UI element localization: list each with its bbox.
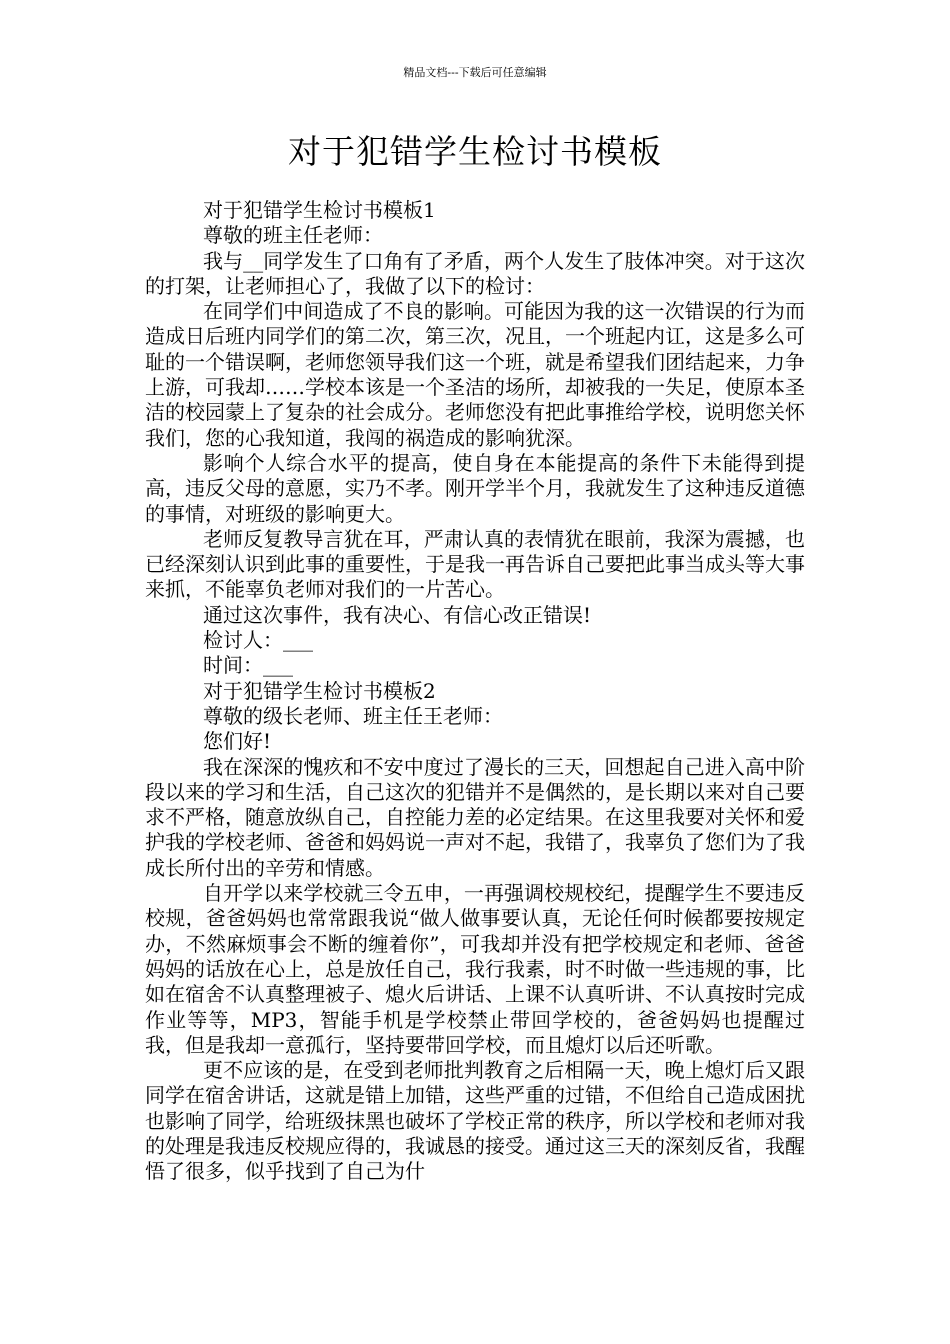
greeting: 您们好! [203,729,272,754]
section-heading-2: 对于犯错学生检讨书模板2 [203,678,436,703]
paragraph: 通过这次事件，我有决心、有信心改正错误! [203,602,592,627]
page-header: 精品文档---下载后可任意编辑 [403,66,547,79]
paragraph: 影响个人综合水平的提高，使自身在本能提高的条件下未能得到提高，违反父母的意愿，实乃不孝。刚开学半个月，我就发生了这种违反道德的事情，对班级的影响更大。 [145,450,805,526]
section-heading-1: 对于犯错学生检讨书模板1 [203,198,436,222]
paragraph: 老师反复教导言犹在耳，严肃认真的表情犹在眼前，我深为震撼，也已经深刻认识到此事的重要性，于是我一再告诉自己要把此事当成头等大事来抓，不能辜负老师对我们的一片苦心。 [145,526,805,602]
paragraph: 在同学们中间造成了不良的影响。可能因为我的这一次错误的行为而造成日后班内同学们的第二次，第三次，况且，一个班起内讧，这是多么可耻的一个错误啊，老师您领导我们这一个班，就是希望我们团结起来，力争上游，可我却……学校本该是一个圣洁的场所，却被我的一失足，使原本圣洁的校园蒙上了复杂的社会成分。老师您没有把此事推给学校，说明您关怀我们，您的心我知道，我闯的祸造成的影响犹深。 [145,299,805,450]
document-title: 对于犯错学生检讨书模板 [288,132,662,171]
signature-line: 检讨人：___ [203,628,313,653]
salutation-2: 尊敬的级长老师、班主任王老师： [203,703,503,728]
document-body [145,198,805,1185]
paragraph: 我在深深的愧疚和不安中度过了漫长的三天，回想起自己进入高中阶段以来的学习和生活，自己这次的犯错并不是偶然的，是长期以来对自己要求不严格，随意放纵自己，自控能力差的必定结果。在这里我要对关怀和爱护我的学校老师、爸爸和妈妈说一声对不起，我错了，我辜负了您们为了我成长所付出的辛劳和情感。 [145,754,805,880]
paragraph: 自开学以来学校就三令五申，一再强调校规校纪，提醒学生不要违反校规，爸爸妈妈也常常跟我说“做人做事要认真，无论任何时候都要按规定办，不然麻烦事会不断的缠着你”，可我却并没有把学校规定和老师、爸爸妈妈的话放在心上，总是放任自己，我行我素，时不时做一些违规的事，比如在宿舍不认真整理被子、熄火后讲话、上课不认真听讲、不认真按时完成作业等等，MP3，智能手机是学校禁止带回学校的，爸爸妈妈也提醒过我，但是我却一意孤行，坚持要带回学校，而且熄灯以后还听歌。 [145,881,805,1057]
paragraph: 我与__同学发生了口角有了矛盾，两个人发生了肢体冲突。对于这次的打架，让老师担心了，我做了以下的检讨： [145,248,805,298]
date-line: 时间：___ [203,653,293,678]
paragraph: 更不应该的是，在受到老师批判教育之后相隔一天，晚上熄灯后又跟同学在宿舍讲话，这就是错上加错，这些严重的过错，不但给自己造成困扰也影响了同学，给班级抹黑也破坏了学校正常的秩序，所以学校和老师对我的处理是我违反校规应得的，我诚恳的接受。通过这三天的深刻反省，我醒悟了很多，似乎找到了自己为什 [145,1058,805,1184]
salutation-1: 尊敬的班主任老师： [203,223,383,248]
